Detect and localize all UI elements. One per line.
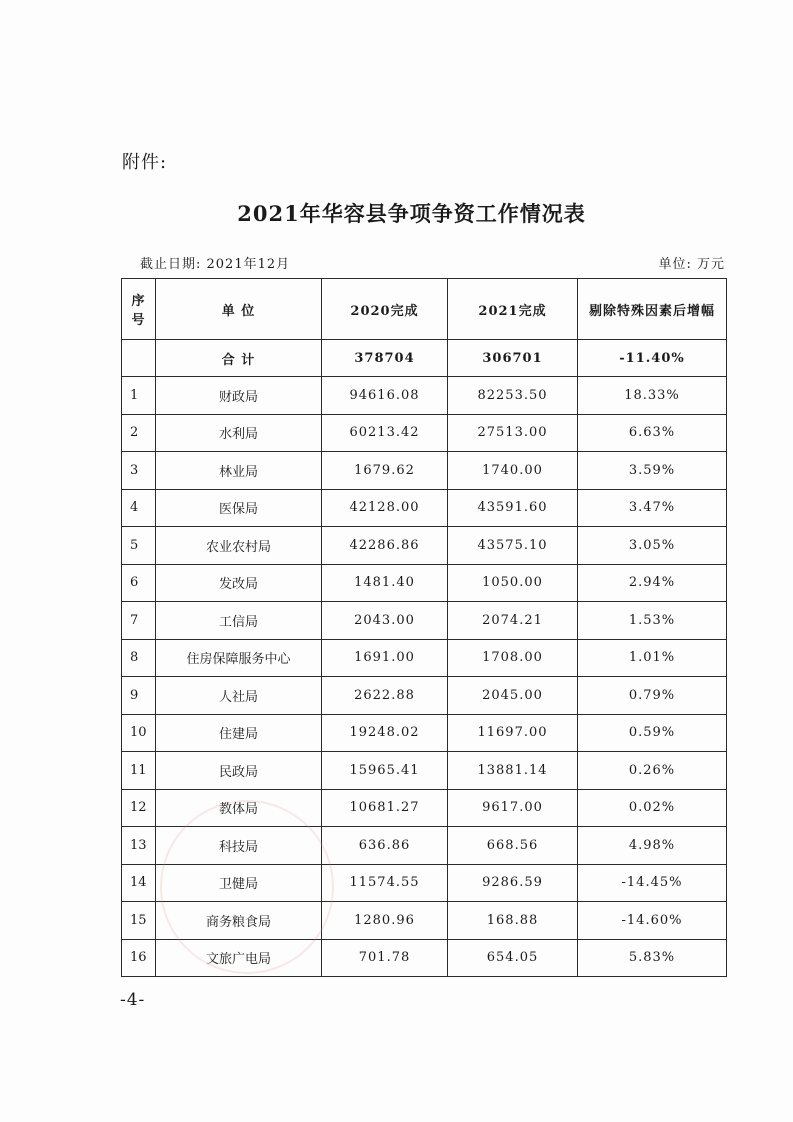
row-2020: 60213.42: [322, 414, 448, 452]
row-unit: 水利局: [156, 414, 322, 452]
document-title: 2021年华容县争项争资工作情况表: [237, 201, 586, 226]
total-row: [122, 340, 727, 377]
row-unit: 医保局: [156, 489, 322, 527]
row-seq: 13: [122, 827, 156, 865]
page-number: -4-: [120, 990, 146, 1010]
row-2021: 13881.14: [448, 752, 578, 790]
row-unit: 卫健局: [156, 864, 322, 902]
cutoff-date: 截止日期: 2021年12月: [140, 257, 291, 272]
row-unit: 人社局: [156, 677, 322, 715]
row-unit: 农业农村局: [156, 527, 322, 565]
table-row: [122, 602, 727, 640]
row-2021: 1050.00: [448, 564, 578, 602]
row-2021: 11697.00: [448, 714, 578, 752]
header-2021: 2021完成: [448, 279, 578, 340]
row-2020: 701.78: [322, 939, 448, 977]
table-row: [122, 414, 727, 452]
row-seq: 5: [122, 527, 156, 565]
row-2021: 168.88: [448, 902, 578, 940]
row-seq: 4: [122, 489, 156, 527]
row-seq: 16: [122, 939, 156, 977]
row-seq: 6: [122, 564, 156, 602]
row-unit: 住房保障服务中心: [156, 639, 322, 677]
row-seq: 9: [122, 677, 156, 715]
table-row: [122, 377, 727, 415]
row-2021: 9286.59: [448, 864, 578, 902]
row-unit: 财政局: [156, 377, 322, 415]
table-row: [122, 864, 727, 902]
table-row: [122, 489, 727, 527]
total-2020: 378704: [322, 340, 448, 377]
table-row: [122, 714, 727, 752]
total-seq: [122, 340, 156, 377]
row-2021: 2045.00: [448, 677, 578, 715]
row-2021: 27513.00: [448, 414, 578, 452]
header-seq-line2: 号: [131, 313, 146, 328]
row-unit: 教体局: [156, 789, 322, 827]
row-2020: 15965.41: [322, 752, 448, 790]
row-seq: 8: [122, 639, 156, 677]
row-2020: 1679.62: [322, 452, 448, 490]
row-growth: 0.26%: [578, 752, 727, 790]
table-row: [122, 677, 727, 715]
row-growth: 6.63%: [578, 414, 727, 452]
row-seq: 11: [122, 752, 156, 790]
header-seq: [122, 279, 156, 340]
table-row: [122, 527, 727, 565]
row-growth: -14.60%: [578, 902, 727, 940]
row-growth: 0.79%: [578, 677, 727, 715]
row-growth: -14.45%: [578, 864, 727, 902]
row-2021: 1708.00: [448, 639, 578, 677]
attachment-label: 附件:: [122, 152, 168, 173]
row-unit: 发改局: [156, 564, 322, 602]
row-2020: 2622.88: [322, 677, 448, 715]
row-seq: 12: [122, 789, 156, 827]
row-seq: 3: [122, 452, 156, 490]
row-growth: 2.94%: [578, 564, 727, 602]
row-growth: 5.83%: [578, 939, 727, 977]
row-2021: 43591.60: [448, 489, 578, 527]
total-label: 合 计: [156, 340, 322, 377]
table-row: [122, 789, 727, 827]
funding-table: [121, 278, 727, 977]
total-2021: 306701: [448, 340, 578, 377]
row-2020: 2043.00: [322, 602, 448, 640]
table-row: [122, 827, 727, 865]
row-growth: 0.59%: [578, 714, 727, 752]
row-unit: 住建局: [156, 714, 322, 752]
table-row: [122, 452, 727, 490]
unit-label: 单位: 万元: [658, 257, 725, 272]
header-unit: 单 位: [156, 279, 322, 340]
row-growth: 0.02%: [578, 789, 727, 827]
row-growth: 3.47%: [578, 489, 727, 527]
row-growth: 3.05%: [578, 527, 727, 565]
row-2020: 42128.00: [322, 489, 448, 527]
row-growth: 4.98%: [578, 827, 727, 865]
row-unit: 文旅广电局: [156, 939, 322, 977]
row-seq: 15: [122, 902, 156, 940]
row-2021: 1740.00: [448, 452, 578, 490]
row-2020: 636.86: [322, 827, 448, 865]
row-2021: 2074.21: [448, 602, 578, 640]
row-2021: 82253.50: [448, 377, 578, 415]
row-seq: 7: [122, 602, 156, 640]
row-2020: 1280.96: [322, 902, 448, 940]
table-row: [122, 902, 727, 940]
row-2021: 43575.10: [448, 527, 578, 565]
row-unit: 科技局: [156, 827, 322, 865]
table-row: [122, 564, 727, 602]
row-seq: 2: [122, 414, 156, 452]
row-2020: 10681.27: [322, 789, 448, 827]
row-unit: 工信局: [156, 602, 322, 640]
row-2021: 9617.00: [448, 789, 578, 827]
header-seq-line1: 序: [131, 294, 146, 309]
header-growth: 剔除特殊因素后增幅: [578, 279, 727, 340]
meta-row: [140, 253, 725, 272]
row-2021: 654.05: [448, 939, 578, 977]
row-growth: 1.01%: [578, 639, 727, 677]
row-seq: 14: [122, 864, 156, 902]
header-2020: 2020完成: [322, 279, 448, 340]
row-seq: 10: [122, 714, 156, 752]
table-row: [122, 752, 727, 790]
row-2020: 11574.55: [322, 864, 448, 902]
table-row: [122, 639, 727, 677]
row-2020: 42286.86: [322, 527, 448, 565]
row-unit: 林业局: [156, 452, 322, 490]
row-2020: 19248.02: [322, 714, 448, 752]
row-growth: 18.33%: [578, 377, 727, 415]
row-growth: 1.53%: [578, 602, 727, 640]
row-2020: 1481.40: [322, 564, 448, 602]
row-2020: 1691.00: [322, 639, 448, 677]
row-2020: 94616.08: [322, 377, 448, 415]
row-growth: 3.59%: [578, 452, 727, 490]
row-unit: 民政局: [156, 752, 322, 790]
row-2021: 668.56: [448, 827, 578, 865]
table-row: [122, 939, 727, 977]
total-growth: -11.40%: [578, 340, 727, 377]
row-unit: 商务粮食局: [156, 902, 322, 940]
table-header-row: [122, 279, 727, 340]
row-seq: 1: [122, 377, 156, 415]
